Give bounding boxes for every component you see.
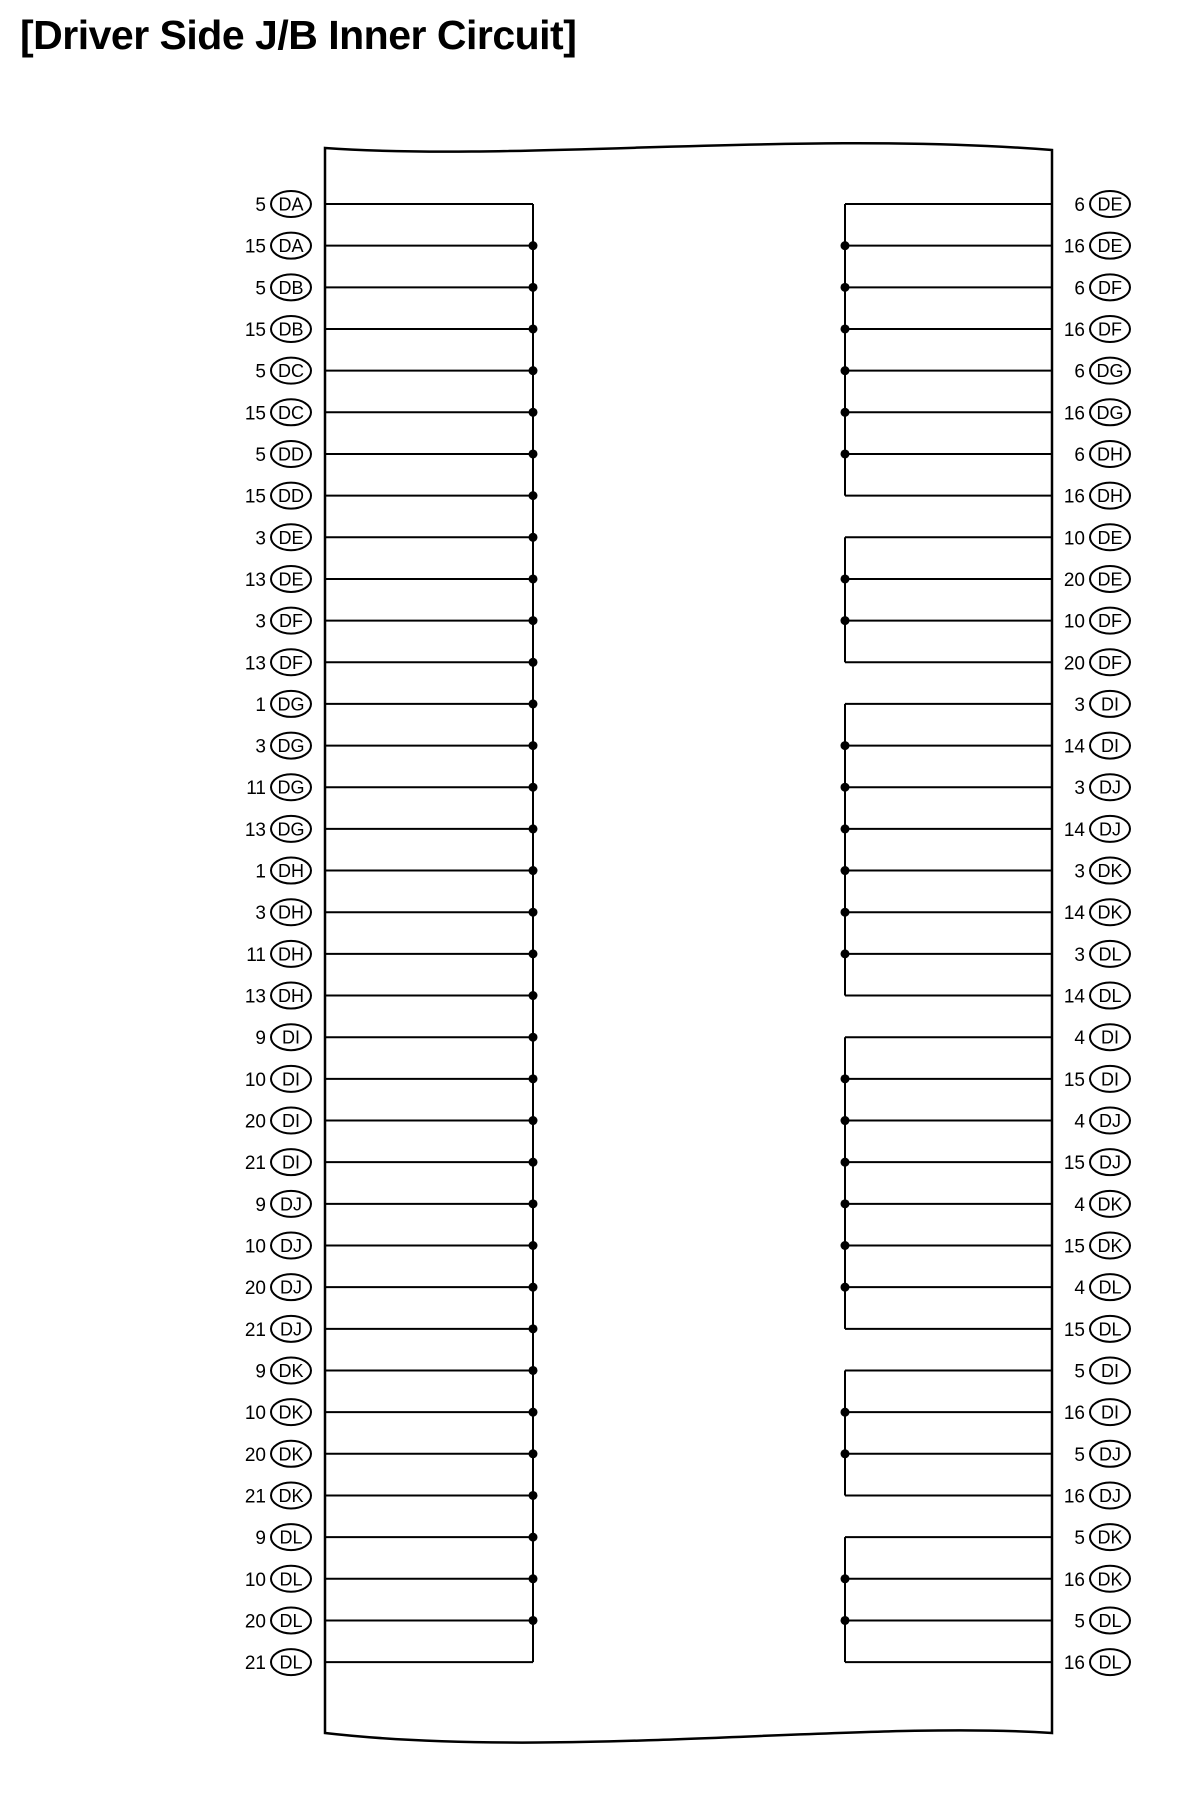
pin-number: 14 bbox=[1063, 986, 1085, 1008]
connector-label: DF bbox=[279, 652, 303, 673]
left-pin-11 bbox=[245, 649, 311, 675]
pin-number: 20 bbox=[1063, 653, 1085, 675]
right-pin-2 bbox=[1074, 274, 1130, 300]
left-pin-28 bbox=[255, 1357, 311, 1383]
connector-label: DI bbox=[1101, 1027, 1119, 1048]
pin-number: 4 bbox=[1074, 1278, 1085, 1300]
pin-number: 5 bbox=[255, 195, 266, 216]
pin-number: 13 bbox=[244, 986, 266, 1008]
pin-number: 9 bbox=[255, 1361, 266, 1383]
connector-label: DG bbox=[277, 819, 305, 840]
left-pin-26 bbox=[245, 1274, 311, 1300]
connector-label: DI bbox=[1101, 1360, 1119, 1381]
connector-label: DK bbox=[1097, 1236, 1123, 1256]
connector-label: DB bbox=[278, 277, 304, 298]
right-pin-26 bbox=[1074, 1274, 1130, 1300]
pin-number: 15 bbox=[1063, 1069, 1085, 1091]
connector-label: DF bbox=[1098, 277, 1122, 298]
right-pin-21 bbox=[1064, 1066, 1130, 1092]
left-pin-31 bbox=[245, 1482, 311, 1508]
connector-label: DJ bbox=[280, 1194, 302, 1215]
junction-block-outline bbox=[325, 143, 1052, 1742]
right-pin-3 bbox=[1064, 316, 1130, 342]
pin-number: 21 bbox=[244, 1319, 266, 1341]
left-pin-24 bbox=[255, 1191, 311, 1217]
pin-number: 5 bbox=[255, 444, 266, 466]
connector-label: DL bbox=[1098, 1652, 1122, 1673]
connector-label: DE bbox=[1097, 527, 1123, 548]
pin-number: 16 bbox=[1063, 1653, 1085, 1675]
pin-number: 13 bbox=[244, 569, 266, 591]
left-pin-20 bbox=[255, 1024, 311, 1050]
pin-number: 5 bbox=[255, 278, 266, 300]
connector-label: DE bbox=[1097, 194, 1123, 215]
pin-number: 6 bbox=[1074, 361, 1085, 383]
pin-number: 20 bbox=[244, 1444, 266, 1466]
connector-label: DJ bbox=[280, 1319, 302, 1340]
pin-number: 15 bbox=[1063, 1153, 1085, 1175]
pin-number: 1 bbox=[255, 861, 266, 883]
pin-number: 14 bbox=[1063, 819, 1085, 841]
left-pin-29 bbox=[245, 1399, 311, 1425]
pin-number: 3 bbox=[255, 736, 266, 758]
connector-label: DH bbox=[1097, 486, 1123, 507]
pin-number: 3 bbox=[1074, 778, 1085, 800]
connector-label: DL bbox=[279, 1610, 303, 1631]
left-pin-15 bbox=[245, 816, 311, 842]
pin-number: 16 bbox=[1063, 1569, 1085, 1591]
pin-number: 5 bbox=[255, 361, 266, 383]
connector-label: DE bbox=[278, 569, 304, 590]
pin-number: 16 bbox=[1063, 1403, 1085, 1425]
connector-label: DF bbox=[1098, 611, 1122, 632]
right-pin-17 bbox=[1064, 899, 1130, 925]
connector-label: DL bbox=[279, 1652, 303, 1673]
connector-label: DG bbox=[1096, 361, 1124, 382]
pin-number: 6 bbox=[1074, 278, 1085, 300]
left-pin-6 bbox=[255, 441, 311, 467]
connector-label: DL bbox=[1098, 1610, 1122, 1631]
connector-label: DD bbox=[278, 486, 304, 507]
left-pin-18 bbox=[246, 941, 311, 967]
pin-number: 20 bbox=[244, 1611, 266, 1633]
right-pin-9 bbox=[1064, 566, 1130, 592]
diagram-title: [Driver Side J/B Inner Circuit] bbox=[20, 12, 577, 58]
left-pin-32 bbox=[255, 1524, 311, 1550]
right-pin-15 bbox=[1064, 816, 1130, 842]
right-pin-7 bbox=[1064, 483, 1130, 509]
pin-number: 20 bbox=[244, 1278, 266, 1300]
pin-number: 15 bbox=[244, 319, 266, 341]
pin-number: 10 bbox=[244, 1569, 266, 1591]
left-pin-7 bbox=[245, 483, 311, 509]
connector-label: DA bbox=[278, 194, 304, 215]
connector-label: DH bbox=[278, 986, 304, 1007]
connector-label: DK bbox=[1097, 1194, 1123, 1215]
connector-label: DI bbox=[1101, 1402, 1119, 1423]
pin-number: 16 bbox=[1063, 1486, 1085, 1508]
pin-number: 15 bbox=[244, 403, 266, 425]
right-pin-20 bbox=[1074, 1024, 1130, 1050]
pin-number: 9 bbox=[255, 1194, 266, 1216]
left-pin-34 bbox=[245, 1607, 311, 1633]
right-pin-30 bbox=[1074, 1441, 1130, 1467]
connector-label: DA bbox=[278, 236, 304, 257]
connector-label: DF bbox=[1098, 652, 1122, 673]
left-pin-5 bbox=[245, 399, 311, 425]
connector-label: DK bbox=[1097, 1569, 1123, 1590]
pin-number: 21 bbox=[244, 1486, 266, 1508]
connector-label: DI bbox=[282, 1152, 300, 1173]
connector-label: DE bbox=[1097, 569, 1123, 590]
connector-label: DL bbox=[1098, 986, 1122, 1007]
pin-number: 6 bbox=[1074, 195, 1085, 216]
connector-label: DI bbox=[1101, 1069, 1119, 1090]
connector-label: DI bbox=[282, 1111, 300, 1132]
pin-number: 3 bbox=[255, 611, 266, 633]
left-pin-30 bbox=[245, 1441, 311, 1467]
connector-label: DB bbox=[278, 319, 304, 340]
connector-label: DH bbox=[278, 902, 304, 923]
pin-number: 10 bbox=[244, 1069, 266, 1091]
right-pin-19 bbox=[1064, 983, 1130, 1009]
right-pin-16 bbox=[1074, 858, 1130, 884]
connector-label: DE bbox=[1097, 236, 1123, 257]
pin-number: 13 bbox=[244, 819, 266, 841]
pin-number: 20 bbox=[244, 1111, 266, 1133]
pin-number: 10 bbox=[1063, 611, 1085, 633]
connector-label: DG bbox=[277, 736, 305, 757]
connector-label: DK bbox=[1097, 902, 1123, 923]
connector-label: DH bbox=[278, 861, 304, 882]
left-pin-16 bbox=[255, 858, 311, 884]
right-pin-31 bbox=[1064, 1482, 1130, 1508]
pin-number: 20 bbox=[1063, 569, 1085, 591]
right-pin-11 bbox=[1064, 649, 1130, 675]
right-pin-1 bbox=[1064, 233, 1130, 259]
left-pin-19 bbox=[245, 983, 311, 1009]
pin-number: 5 bbox=[1074, 1444, 1085, 1466]
pin-number: 10 bbox=[244, 1236, 266, 1258]
pin-number: 5 bbox=[1074, 1611, 1085, 1633]
left-pin-35 bbox=[245, 1649, 311, 1675]
connector-label: DI bbox=[1101, 736, 1119, 757]
pin-number: 9 bbox=[255, 1528, 266, 1550]
left-pin-17 bbox=[255, 899, 311, 925]
pin-number: 15 bbox=[244, 236, 266, 258]
left-pin-22 bbox=[245, 1108, 311, 1134]
connector-label: DL bbox=[1098, 1319, 1122, 1340]
right-pin-4 bbox=[1074, 358, 1130, 384]
pin-number: 3 bbox=[255, 903, 266, 925]
connector-label: DL bbox=[279, 1569, 303, 1590]
left-pin-10 bbox=[255, 608, 311, 634]
left-pin-1 bbox=[245, 233, 311, 259]
connector-label: DG bbox=[277, 694, 305, 715]
connector-label: DJ bbox=[1099, 1485, 1121, 1506]
left-pin-33 bbox=[245, 1566, 311, 1592]
right-pin-27 bbox=[1064, 1316, 1130, 1342]
connector-label: DL bbox=[1098, 1277, 1122, 1298]
connector-label: DF bbox=[1098, 319, 1122, 340]
pin-number: 10 bbox=[1063, 528, 1085, 550]
connector-label: DJ bbox=[1099, 1444, 1121, 1465]
connector-label: DG bbox=[277, 777, 305, 798]
connector-label: DJ bbox=[1099, 1152, 1121, 1173]
right-pin-23 bbox=[1064, 1149, 1130, 1175]
pin-number: 6 bbox=[1074, 444, 1085, 466]
pin-number: 16 bbox=[1063, 486, 1085, 508]
right-pin-33 bbox=[1064, 1566, 1130, 1592]
pin-number: 11 bbox=[246, 944, 266, 966]
pin-number: 21 bbox=[244, 1153, 266, 1175]
pin-number: 1 bbox=[255, 694, 266, 716]
right-pin-5 bbox=[1064, 399, 1130, 425]
left-pin-2 bbox=[255, 274, 311, 300]
right-pin-35 bbox=[1064, 1649, 1130, 1675]
connector-label: DJ bbox=[1099, 1111, 1121, 1132]
left-pin-21 bbox=[245, 1066, 311, 1092]
connector-label: DK bbox=[278, 1485, 304, 1506]
right-pin-6 bbox=[1074, 441, 1130, 467]
pin-number: 16 bbox=[1063, 236, 1085, 258]
pin-number: 15 bbox=[1063, 1236, 1085, 1258]
connector-label: DJ bbox=[280, 1236, 302, 1256]
pin-number: 10 bbox=[244, 1403, 266, 1425]
pin-number: 4 bbox=[1074, 1111, 1085, 1133]
right-pin-12 bbox=[1074, 691, 1130, 717]
connector-label: DD bbox=[278, 444, 304, 465]
right-pin-32 bbox=[1074, 1524, 1130, 1550]
connector-label: DK bbox=[1097, 1527, 1123, 1548]
pin-number: 11 bbox=[246, 778, 266, 800]
right-pin-28 bbox=[1074, 1357, 1130, 1383]
pin-number: 5 bbox=[1074, 1361, 1085, 1383]
connector-label: DK bbox=[278, 1402, 304, 1423]
connector-label: DC bbox=[278, 361, 304, 382]
pin-number: 21 bbox=[244, 1653, 266, 1675]
right-pin-0 bbox=[1074, 191, 1130, 217]
connector-label: DC bbox=[278, 402, 304, 423]
left-pin-0 bbox=[255, 191, 311, 217]
pin-number: 3 bbox=[1074, 944, 1085, 966]
left-pin-14 bbox=[246, 774, 311, 800]
connector-label: DK bbox=[278, 1360, 304, 1381]
right-pin-22 bbox=[1074, 1108, 1130, 1134]
connector-label: DH bbox=[1097, 444, 1123, 465]
pin-number: 16 bbox=[1063, 403, 1085, 425]
pin-number: 16 bbox=[1063, 319, 1085, 341]
right-pin-29 bbox=[1064, 1399, 1130, 1425]
right-pin-8 bbox=[1064, 524, 1130, 550]
right-pin-24 bbox=[1074, 1191, 1130, 1217]
connector-label: DI bbox=[1101, 694, 1119, 715]
right-pin-14 bbox=[1074, 774, 1130, 800]
right-pin-13 bbox=[1064, 733, 1130, 759]
connector-label: DL bbox=[1098, 944, 1122, 965]
connector-label: DI bbox=[282, 1027, 300, 1048]
pin-number: 4 bbox=[1074, 1194, 1085, 1216]
connector-label: DK bbox=[1097, 861, 1123, 882]
left-pin-4 bbox=[255, 358, 311, 384]
left-pin-9 bbox=[245, 566, 311, 592]
pin-number: 5 bbox=[1074, 1528, 1085, 1550]
left-pin-23 bbox=[245, 1149, 311, 1175]
left-pin-12 bbox=[255, 691, 311, 717]
pin-number: 4 bbox=[1074, 1028, 1085, 1050]
connector-label: DH bbox=[278, 944, 304, 965]
connector-label: DJ bbox=[1099, 777, 1121, 798]
connector-label: DK bbox=[278, 1444, 304, 1465]
pin-number: 15 bbox=[244, 486, 266, 508]
pin-number: 3 bbox=[1074, 694, 1085, 716]
connector-label: DG bbox=[1096, 402, 1124, 423]
pin-number: 3 bbox=[1074, 861, 1085, 883]
pin-number: 14 bbox=[1063, 736, 1085, 758]
connector-label: DI bbox=[282, 1069, 300, 1090]
left-pin-27 bbox=[245, 1316, 311, 1342]
left-pin-13 bbox=[255, 733, 311, 759]
left-pin-3 bbox=[245, 316, 311, 342]
right-pin-25 bbox=[1064, 1233, 1130, 1259]
pin-number: 3 bbox=[255, 528, 266, 550]
connector-label: DJ bbox=[280, 1277, 302, 1298]
right-pin-34 bbox=[1074, 1607, 1130, 1633]
right-pin-10 bbox=[1064, 608, 1130, 634]
left-pin-8 bbox=[255, 524, 311, 550]
pin-number: 13 bbox=[244, 653, 266, 675]
pin-number: 14 bbox=[1063, 903, 1085, 925]
connector-label: DE bbox=[278, 527, 304, 548]
pin-number: 9 bbox=[255, 1028, 266, 1050]
connector-label: DJ bbox=[1099, 819, 1121, 840]
connector-label: DL bbox=[279, 1527, 303, 1548]
right-pin-18 bbox=[1074, 941, 1130, 967]
connector-label: DF bbox=[279, 611, 303, 632]
left-pin-25 bbox=[245, 1233, 311, 1259]
pin-number: 15 bbox=[1063, 1319, 1085, 1341]
